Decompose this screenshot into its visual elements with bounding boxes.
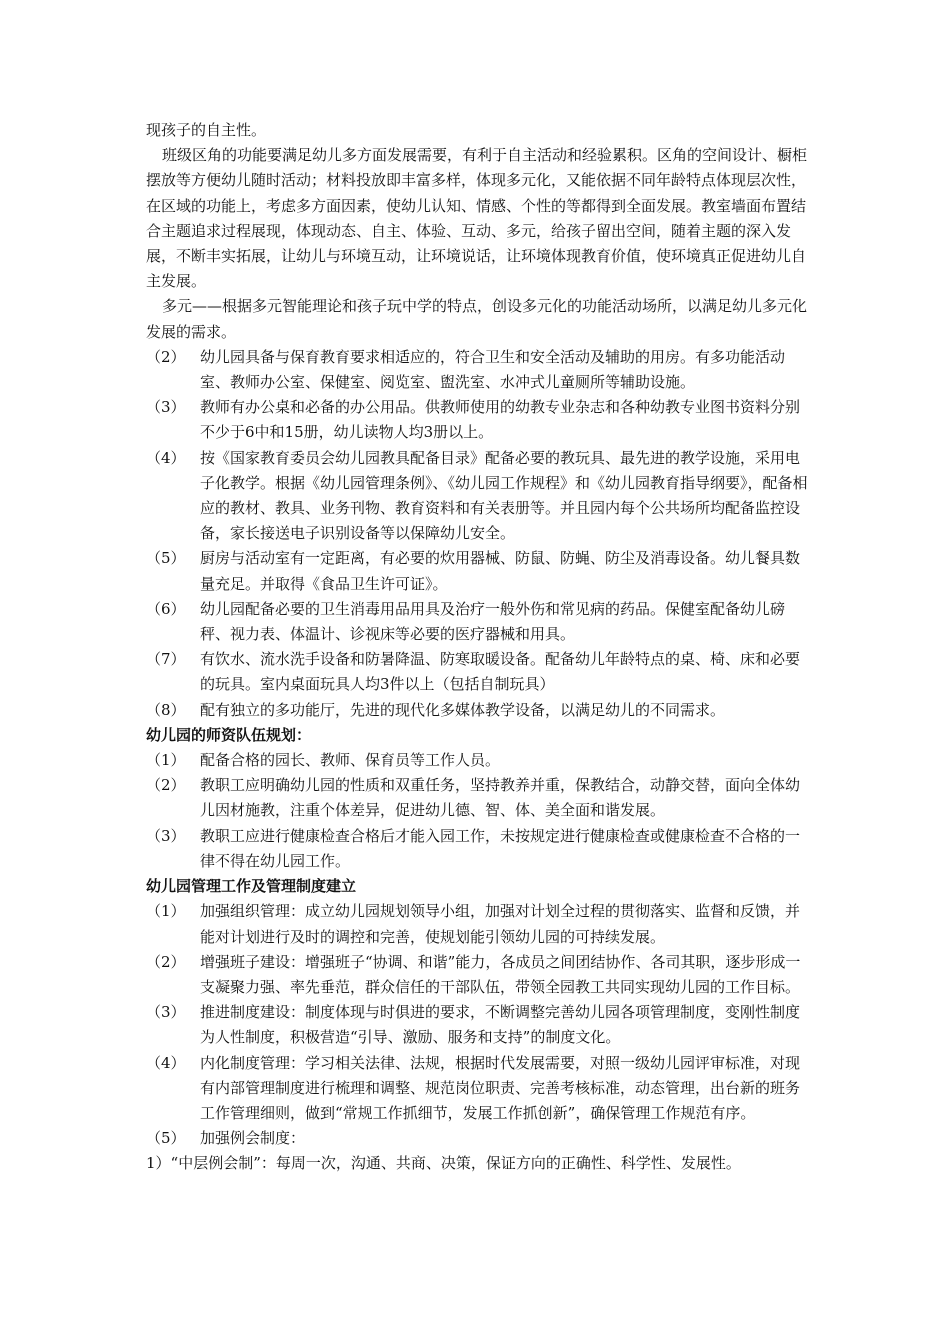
intro-paragraph-multi: 多元——根据多元智能理论和孩子玩中学的特点，创设多元化的功能活动场所，以满足幼儿多元化发展的需求。 <box>146 297 808 341</box>
item-number: （1） <box>146 751 186 770</box>
item-number: （2） <box>146 952 186 971</box>
sub-item-line: 1）“中层例会制”：每周一次，沟通、共商、决策，保证方向的正确性、科学性、发展性。 <box>146 1154 741 1173</box>
item-number: （4） <box>146 1053 186 1072</box>
item-text: 推进制度建设：制度体现与时俱进的要求，不断调整完善幼儿园各项管理制度，变刚性制度为人性制度，积极营造“引导、激励、服务和支持”的制度文化。 <box>200 1003 801 1047</box>
item-text: 配备合格的园长、教师、保育员等工作人员。 <box>200 751 501 770</box>
item-text: 增强班子建设：增强班子“协调、和谐”能力，各成员之间团结协作、各司其职，逐步形成一支凝聚力强、率先垂范，群众信任的干部队伍，带领全园教工共同实现幼儿园的工作目标。 <box>200 952 801 996</box>
item-number: （3） <box>146 826 186 845</box>
item-number: （4） <box>146 448 186 467</box>
item-text: 内化制度管理：学习相关法律、法规，根据时代发展需要，对照一级幼儿园评审标准，对现有内部管理制度进行梳理和调整、规范岗位职责、完善考核标准，动态管理，出台新的班务工作管理细则，做到“常规工作抓细节，发展工作抓创新”，确保管理工作规范有序。 <box>200 1053 801 1122</box>
list-item <box>146 698 808 723</box>
item-number: （5） <box>146 549 186 568</box>
item-number: （3） <box>146 398 186 417</box>
item-text: 幼儿园配备必要的卫生消毒用品用具及治疗一般外伤和常见病的药品。保健室配备幼儿磅秤、视力表、体温计、诊视床等必要的医疗器械和用具。 <box>200 599 786 644</box>
item-number: （2） <box>146 347 186 366</box>
item-text: 教职工应明确幼儿园的性质和双重任务，坚持教养并重，保教结合，动静交替，面向全体幼儿因材施教，注重个体差异，促进幼儿德、智、体、美全面和谐发展。 <box>200 776 801 820</box>
item-number: （6） <box>146 599 186 618</box>
management-list <box>146 899 808 1151</box>
item-number: （2） <box>146 776 186 795</box>
list-item <box>146 345 808 395</box>
list-item <box>146 395 808 445</box>
list-item <box>146 1126 808 1151</box>
item-number: （7） <box>146 650 186 669</box>
section-heading-management: 幼儿园管理工作及管理制度建立 <box>146 877 357 896</box>
list-item <box>146 899 808 949</box>
item-text: 按《国家教育委员会幼儿园教具配备目录》配备必要的教玩具、最先进的教学设施，采用电子化教学。根据《幼儿园管理条例》、《幼儿园工作规程》和《幼儿园教育指导纲要》，配备相应的教材、教具、业务刊物、教育资料和有关表册等。并且园内每个公共场所均配备监控设备，家长接送电子识别设备等以保障幼儿安全。 <box>200 448 808 543</box>
teacher-list <box>146 748 808 874</box>
list-item <box>146 446 808 547</box>
list-item <box>146 748 808 773</box>
list-item <box>146 647 808 697</box>
list-item <box>146 950 808 1000</box>
list-item <box>146 824 808 874</box>
item-text: 幼儿园具备与保育教育要求相适应的，符合卫生和安全活动及辅助的用房。有多功能活动室、教师办公室、保健室、阅览室、盥洗室、水冲式儿童厕所等辅助设施。 <box>200 347 786 392</box>
item-number: （1） <box>146 902 186 921</box>
section-heading-teachers: 幼儿园的师资队伍规划： <box>146 725 312 744</box>
item-number: （8） <box>146 700 186 719</box>
item-number: （3） <box>146 1003 186 1022</box>
item-text: 加强例会制度： <box>200 1129 306 1148</box>
item-text: 有饮水、流水洗手设备和防暑降温、防寒取暖设备。配备幼儿年龄特点的桌、椅、床和必要的玩具。室内桌面玩具人均3件以上（包括自制玩具） <box>200 650 801 694</box>
intro-paragraph-area: 班级区角的功能要满足幼儿多方面发展需要，有利于自主活动和经验累积。区角的空间设计、橱柜摆放等方便幼儿随时活动；材料投放即丰富多样，体现多元化，又能依据不同年龄特点体现层次性，在区域的功能上，考虑多方面因素，使幼儿认知、情感、个性的等都得到全面发展。教室墙面布置结合主题追求过程展现，体现动态、自主、体验、互动、多元，给孩子留出空间，随着主题的深入发展，不断丰实拓展，让幼儿与环境互动，让环境说话，让环境体现教育价值，使环境真正促进幼儿自主发展。 <box>146 146 808 291</box>
item-text: 教师有办公桌和必备的办公用品。供教师使用的幼教专业杂志和各种幼教专业图书资料分别不少于6中和15册，幼儿读物人均3册以上。 <box>200 398 801 442</box>
intro-line: 现孩子的自主性。 <box>146 121 267 139</box>
item-text: 加强组织管理：成立幼儿园规划领导小组，加强对计划全过程的贯彻落实、监督和反馈，并能对计划进行及时的调控和完善，使规划能引领幼儿园的可持续发展。 <box>200 902 801 946</box>
list-item <box>146 546 808 596</box>
list-item <box>146 1000 808 1050</box>
item-text: 教职工应进行健康检查合格后才能入园工作，未按规定进行健康检查或健康检查不合格的一律不得在幼儿园工作。 <box>200 826 801 870</box>
list-item <box>146 1051 808 1127</box>
list-item <box>146 597 808 647</box>
list-item <box>146 773 808 823</box>
item-text: 配有独立的多功能厅，先进的现代化多媒体教学设备，以满足幼儿的不同需求。 <box>200 700 726 719</box>
item-number: （5） <box>146 1129 186 1148</box>
facility-list <box>146 345 808 723</box>
item-text: 厨房与活动室有一定距离，有必要的炊用器械、防鼠、防蝇、防尘及消毒设备。幼儿餐具数量充足。并取得《食品卫生许可证》。 <box>200 549 801 593</box>
